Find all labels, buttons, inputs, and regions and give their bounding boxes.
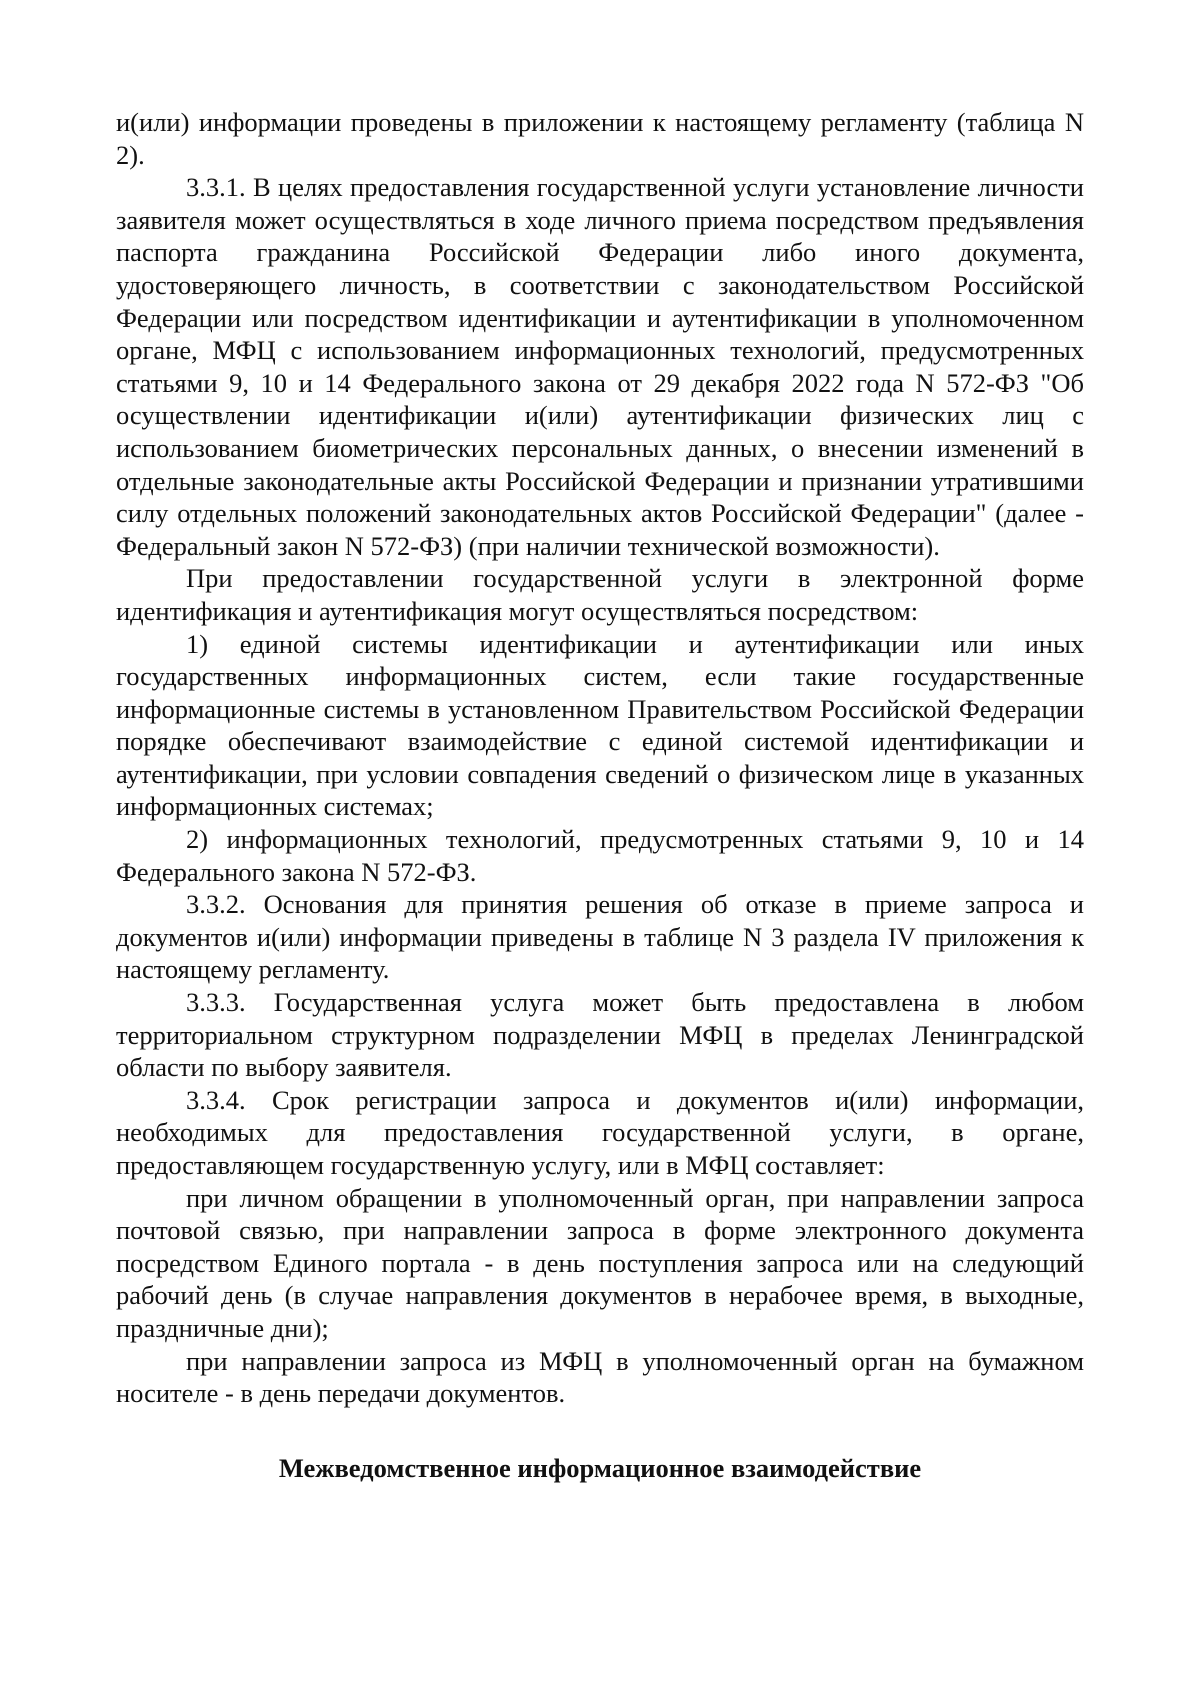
paragraph-electronic-identification: При предоставлении государственной услуги в электронной форме идентификация и аутентификация могут осуществляться посредством:: [116, 563, 1084, 626]
section-heading: Межведомственное информационное взаимодействие: [278, 1452, 922, 1483]
paragraph-3-3-2: 3.3.2. Основания для принятия решения об отказе в приеме запроса и документов и(или) информации приведены в таблице N 3 раздела IV приложения к настоящему регламенту.: [116, 889, 1084, 985]
paragraph-3-3-4: 3.3.4. Срок регистрации запроса и документов и(или) информации, необходимых для предоставления государственной услуги, в органе, предоставляющем государственную услугу, или в МФЦ составляет:: [116, 1084, 1084, 1180]
paragraph-registration-terms-mfc: при направлении запроса из МФЦ в уполномоченный орган на бумажном носителе - в день передачи документов.: [116, 1345, 1084, 1409]
list-item-2: 2) информационных технологий, предусмотренных статьями 9, 10 и 14 Федерального закона N 572-ФЗ.: [116, 824, 1084, 887]
list-item-1: 1) единой системы идентификации и аутентификации или иных государственных информационных систем, если такие государственные информационные системы в установленном Правительством Российской Федерации порядке обеспечивают взаимодействие с единой системой идентификации и аутентификации, при условии совпадения сведений о физическом лице в указанных информационных системах;: [116, 628, 1084, 822]
paragraph-registration-terms-personal: при личном обращении в уполномоченный орган, при направлении запроса почтовой связью, при направлении запроса в форме электронного документа посредством Единого портала - в день поступления запроса или на следующий рабочий день (в случае направления документов в нерабочее время, в выходные, праздничные дни);: [116, 1182, 1084, 1343]
document-page: [116, 106, 1084, 1484]
paragraph-3-3-3: 3.3.3. Государственная услуга может быть предоставлена в любом территориальном структурном подразделении МФЦ в пределах Ленинградской области по выбору заявителя.: [116, 987, 1084, 1083]
paragraph-continuation: и(или) информации проведены в приложении к настоящему регламенту (таблица N 2).: [116, 107, 1084, 170]
paragraph-3-3-1: 3.3.1. В целях предоставления государственной услуги установление личности заявителя может осуществляться в ходе личного приема посредством предъявления паспорта гражданина Российской Федерации либо иного документа, удостоверяющего личность, в соответствии с законодательством Российской Федерации или посредством идентификации и аутентификации в уполномоченном органе, МФЦ с использованием информационных технологий, предусмотренных статьями 9, 10 и 14 Федерального закона от 29 декабря 2022 года N 572-ФЗ "Об осуществлении идентификации и(или) аутентификации физических лиц с использованием биометрических персональных данных, о внесении изменений в отдельные законодательные акты Российской Федерации и признании утратившими силу отдельных положений законодательных актов Российской Федерации" (далее - Федеральный закон N 572-ФЗ) (при наличии технической возможности).: [116, 172, 1084, 561]
